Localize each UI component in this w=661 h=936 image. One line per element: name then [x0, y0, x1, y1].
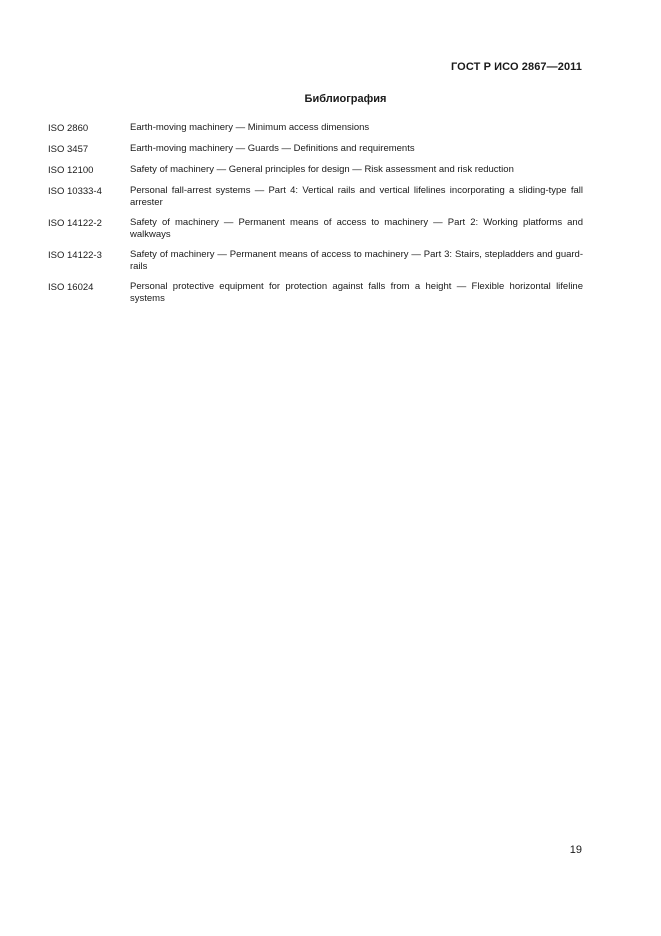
standard-title: Safety of machinery — Permanent means of access to machinery — Part 3: Stairs, stepladders and guard-rails	[130, 249, 583, 272]
standard-title: Earth-moving machinery — Guards — Definitions and requirements	[130, 143, 415, 154]
standard-code: ISO 12100	[48, 165, 94, 176]
bibliography-entry	[48, 185, 583, 209]
bibliography-entry	[48, 249, 583, 273]
standard-code: ISO 14122-3	[48, 250, 102, 261]
document-code-header: ГОСТ Р ИСО 2867—2011	[450, 61, 582, 73]
bibliography-entry	[48, 164, 583, 177]
standard-code: ISO 16024	[48, 282, 94, 293]
standard-title: Safety of machinery — Permanent means of access to machinery — Part 2: Working platforms and walkways	[130, 217, 583, 240]
bibliography-heading: Библиография	[304, 93, 387, 105]
standard-title: Safety of machinery — General principles for design — Risk assessment and risk reduction	[130, 164, 514, 175]
standard-title: Personal fall-arrest systems — Part 4: Vertical rails and vertical lifelines incorporating a sliding-type fall arrester	[130, 185, 583, 208]
bibliography-entry	[48, 281, 583, 305]
page-number: 19	[569, 844, 582, 856]
standard-code: ISO 10333-4	[48, 186, 102, 197]
standard-title: Personal protective equipment for protection against falls from a height — Flexible horizontal lifeline systems	[130, 281, 583, 304]
bibliography-list	[48, 122, 583, 313]
standard-code: ISO 2860	[48, 123, 89, 134]
standard-code: ISO 14122-2	[48, 218, 102, 229]
bibliography-entry	[48, 143, 583, 156]
bibliography-entry	[48, 217, 583, 241]
standard-code: ISO 3457	[48, 144, 89, 155]
bibliography-entry	[48, 122, 583, 135]
standard-title: Earth-moving machinery — Minimum access dimensions	[130, 122, 370, 133]
